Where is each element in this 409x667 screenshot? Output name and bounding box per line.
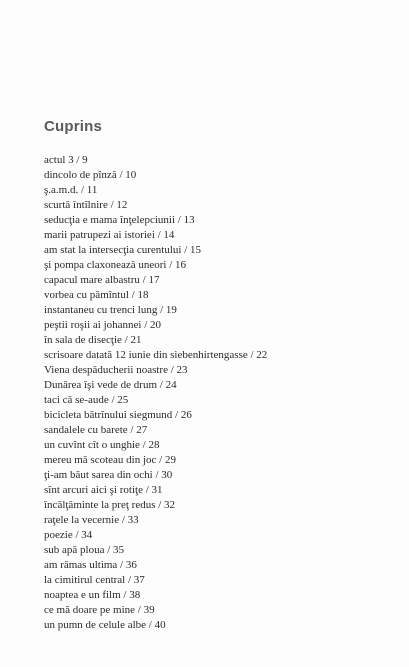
toc-entry: actul 3 / 9 bbox=[44, 154, 88, 166]
toc-entry: şi pompa claxonează uneori / 16 bbox=[44, 259, 187, 271]
toc-entry: capacul mare albastru / 17 bbox=[44, 274, 160, 286]
toc-entry: în sala de disecţie / 21 bbox=[44, 334, 142, 346]
toc-entry: la cimitirul central / 37 bbox=[44, 574, 145, 586]
toc-entry: am stat la intersecţia curentului / 15 bbox=[44, 244, 202, 256]
toc-entry: instantaneu cu trenci lung / 19 bbox=[44, 304, 177, 316]
toc-entry: mereu mă scoteau din joc / 29 bbox=[44, 454, 176, 466]
toc-entry: raţele la vecernie / 33 bbox=[44, 514, 139, 526]
toc-entry: bicicleta bătrînului siegmund / 26 bbox=[44, 409, 192, 421]
toc-entry: dincolo de pînză / 10 bbox=[44, 169, 137, 181]
toc-entry: marii patrupezi ai istoriei / 14 bbox=[44, 229, 175, 241]
toc-entry: sandalele cu barete / 27 bbox=[44, 424, 148, 436]
toc-heading: Cuprins bbox=[44, 118, 103, 135]
toc-entry: sub apă ploua / 35 bbox=[44, 544, 125, 556]
toc-entry: ş.a.m.d. / 11 bbox=[44, 184, 98, 196]
toc-entry: seducţia e mama înţelepciunii / 13 bbox=[44, 214, 195, 226]
toc-entry: Dunărea îşi vede de drum / 24 bbox=[44, 379, 177, 391]
toc-entry: Viena despăducherii noastre / 23 bbox=[44, 364, 188, 376]
toc-entry: un pumn de celule albe / 40 bbox=[44, 619, 166, 631]
toc-entry: noaptea e un film / 38 bbox=[44, 589, 141, 601]
toc-entry: peştii roşii ai johannei / 20 bbox=[44, 319, 162, 331]
toc-entry: scrisoare datată 12 iunie din siebenhirtengasse / 22 bbox=[44, 349, 268, 361]
toc-entry: poezie / 34 bbox=[44, 529, 93, 541]
toc-entry: vorbea cu pămîntul / 18 bbox=[44, 289, 149, 301]
toc-entry: încălţăminte la preţ redus / 32 bbox=[44, 499, 176, 511]
toc-entry: ce mă doare pe mine / 39 bbox=[44, 604, 155, 616]
toc-entry: am rămas ultima / 36 bbox=[44, 559, 137, 571]
toc-entry: un cuvînt cît o unghie / 28 bbox=[44, 439, 160, 451]
table-of-contents bbox=[44, 153, 267, 633]
toc-entry: scurtă întîlnire / 12 bbox=[44, 199, 128, 211]
toc-entry: ţi-am băut sarea din ochi / 30 bbox=[44, 469, 173, 481]
toc-entry: taci că se-aude / 25 bbox=[44, 394, 129, 406]
toc-entry: sînt arcuri aici şi rotiţe / 31 bbox=[44, 484, 163, 496]
